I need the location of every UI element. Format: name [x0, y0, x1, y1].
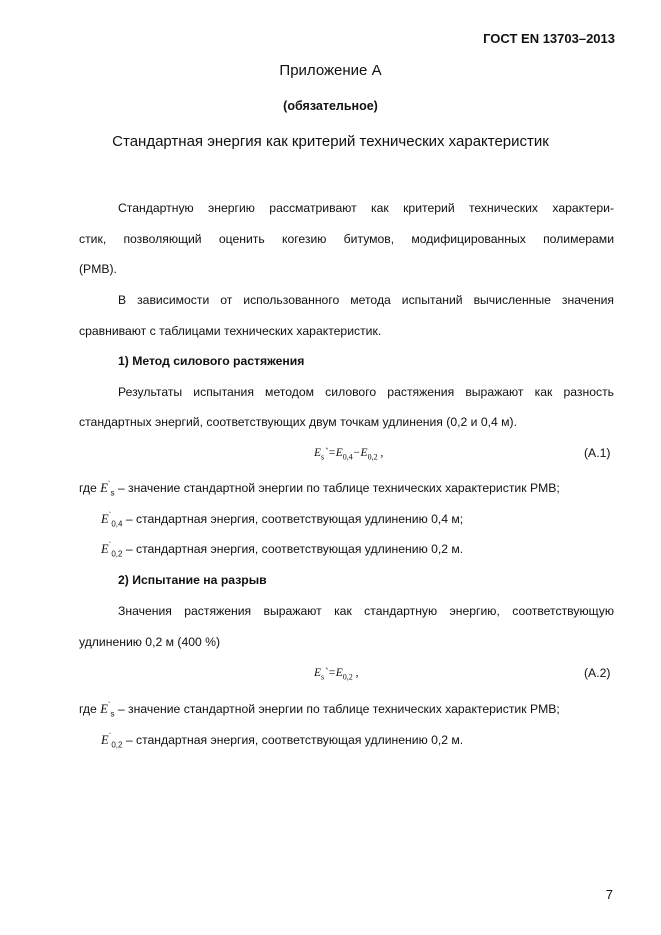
- definition-e02-2-text: – стандартная энергия, соответствующая удлинению 0,2 м.: [122, 733, 464, 748]
- formula-a1-tail: ,: [377, 447, 384, 459]
- formula-a2: [314, 667, 359, 681]
- paragraph-2-line-1: В зависимости от использованного метода испытаний вычисленные значения: [118, 293, 614, 307]
- section-2-line-1: Значения растяжения выражают как стандартную энергию, соответствующую: [118, 604, 614, 618]
- formula-a1-lhs: E: [314, 447, 322, 459]
- definition-e02-2: $E^`_{0,2}$ – стандартная энергия, соответствующая удлинению 0,2 м.: [101, 732, 464, 750]
- formula-a2-term-1: E: [335, 667, 343, 679]
- paragraph-2-line-2: сравнивают с таблицами технических характеристик.: [79, 324, 382, 338]
- definition-es-2-where: где: [79, 702, 97, 717]
- formula-a1-term-2: E: [360, 447, 368, 459]
- formula-a1: [314, 447, 383, 461]
- formula-a1-equals: `=: [324, 447, 336, 459]
- section-1-title: 1) Метод силового растяжения: [118, 354, 305, 368]
- definition-es-symbol: E: [100, 481, 108, 496]
- formula-a1-term-1: E: [335, 447, 343, 459]
- definition-es-2-sub: s: [110, 709, 115, 719]
- formula-a1-term-2-sub: 0,2: [367, 452, 378, 462]
- definition-e02-2-symbol: E: [101, 733, 109, 748]
- formula-a2-lhs-sub: s: [321, 672, 325, 682]
- page-number: 7: [605, 887, 613, 902]
- paragraph-1-line-2: стик, позволяющий оценить когезию битумов, модифицированных полимерами: [79, 232, 614, 246]
- formula-a1-number: (А.1): [584, 446, 611, 460]
- appendix-title: Приложение А: [279, 62, 382, 79]
- formula-a2-equals: `=: [324, 667, 336, 679]
- definition-e02-text: – стандартная энергия, соответствующая удлинению 0,2 м.: [122, 542, 464, 557]
- formula-a1-minus: −: [352, 447, 361, 459]
- section-1-line-2: стандартных энергий, соответствующих двум точкам удлинения (0,2 и 0,4 м).: [79, 415, 517, 429]
- definition-e02: $E^`_{0,2}$ – стандартная энергия, соответствующая удлинению 0,2 м.: [101, 541, 464, 559]
- definition-e04-text: – стандартная энергия, соответствующая удлинению 0,4 м;: [122, 512, 464, 527]
- section-1-line-1: Результаты испытания методом силового растяжения выражают как разность: [118, 385, 614, 399]
- definition-e02-symbol: E: [101, 542, 109, 557]
- section-2-title: 2) Испытание на разрыв: [118, 573, 267, 587]
- formula-a2-lhs: E: [314, 667, 322, 679]
- section-2-line-2: удлинению 0,2 м (400 %): [79, 635, 221, 649]
- appendix-status: (обязательное): [283, 99, 378, 113]
- definition-es: где $E^`_s$ – значение стандартной энергии по таблице технических характеристик PMB;: [79, 480, 560, 498]
- definition-es-text: – значение стандартной энергии по таблице технических характеристик PMB;: [114, 481, 560, 496]
- formula-a2-tail: ,: [352, 667, 359, 679]
- paragraph-1-line-1: Стандартную энергию рассматривают как критерий технических характери-: [118, 201, 614, 215]
- paragraph-1-line-3: (PMB).: [79, 262, 117, 276]
- definition-es-sub: s: [110, 488, 115, 498]
- definition-e02-sub: 0,2: [111, 549, 123, 559]
- definition-e04-symbol: E: [101, 512, 109, 527]
- appendix-heading: Стандартная энергия как критерий технических характеристик: [112, 133, 549, 150]
- standard-number: ГОСТ EN 13703–2013: [483, 31, 615, 46]
- formula-a2-number: (А.2): [584, 666, 611, 680]
- definition-es-where: где: [79, 481, 97, 496]
- definition-es-2-symbol: E: [100, 702, 108, 717]
- definition-e04-sub: 0,4: [111, 519, 123, 529]
- formula-a1-term-1-sub: 0,4: [342, 452, 353, 462]
- definition-es-2-text: – значение стандартной энергии по таблице технических характеристик PMB;: [114, 702, 560, 717]
- definition-es-2: где $E^`_s$ – значение стандартной энергии по таблице технических характеристик PMB;: [79, 701, 560, 719]
- definition-e04: $E^`_{0,4}$ – стандартная энергия, соответствующая удлинению 0,4 м;: [101, 511, 464, 529]
- formula-a1-lhs-sub: s: [321, 452, 325, 462]
- formula-a2-term-1-sub: 0,2: [342, 672, 353, 682]
- definition-e02-2-sub: 0,2: [111, 740, 123, 750]
